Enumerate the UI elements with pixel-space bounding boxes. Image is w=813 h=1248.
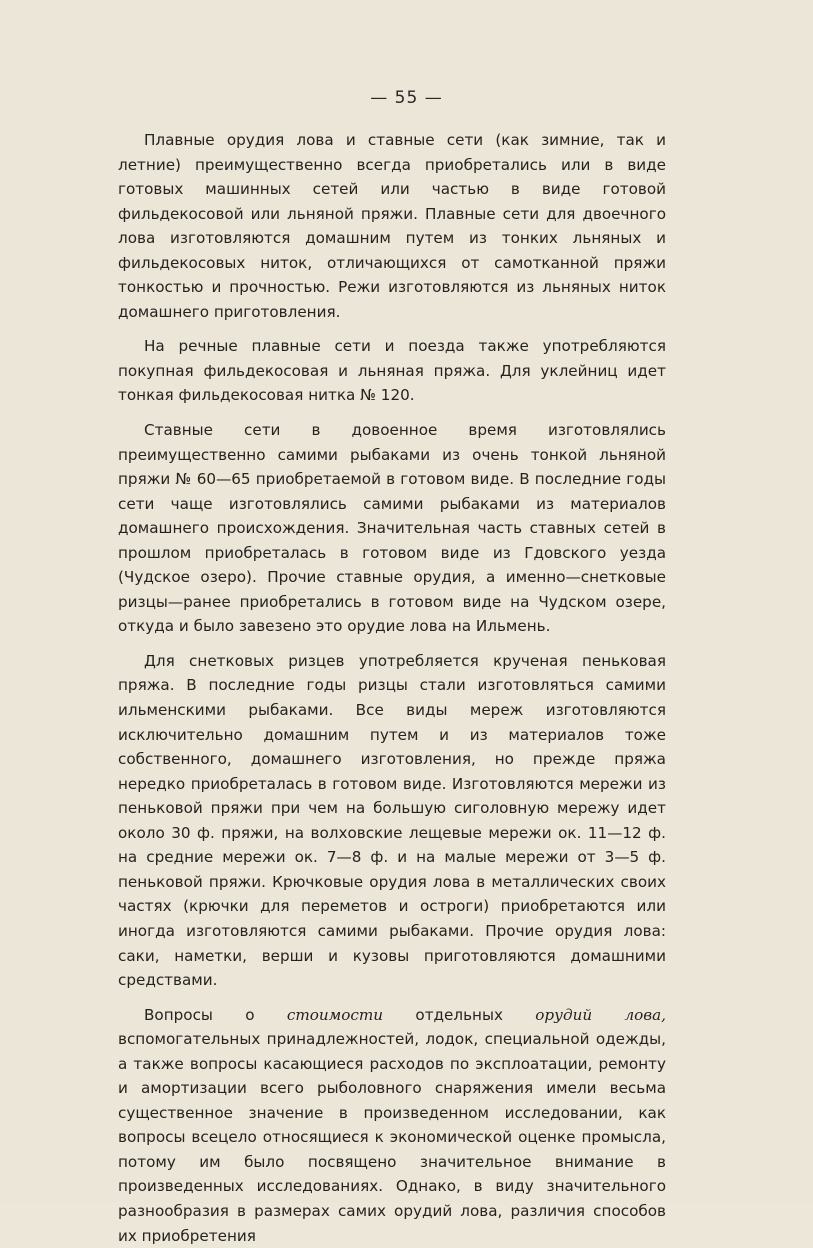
italic-term-gear: орудий лова, bbox=[535, 1005, 666, 1024]
body-text bbox=[118, 128, 666, 1248]
page-number: — 55 — bbox=[370, 88, 443, 108]
paragraph-1: Плавные орудия лова и ставные сети (как зимние, так и летние) преимущественно всегда приобретались или в виде готовых машинных сетей или частью в виде готовой фильдекосовой или льняной пряжи. Плавные сети для двоечного лова изготовляются домашним путем из тонких льняных и фильдекосовых ниток, отличающихся от самотканной пряжи тонкостью и прочностью. Режи изготовляются из льняных ниток домашнего приготовления. bbox=[118, 131, 666, 321]
paragraph-5 bbox=[118, 1003, 666, 1248]
paragraph-3: Ставные сети в довоенное время изготовлялись преимущественно самими рыбаками из очень тонкой льняной пряжи № 60—65 приобретаемой в готовом виде. В последние годы сети чаще изготовлялись самими рыбаками из материалов домашнего происхождения. Значительная часть ставных сетей в прошлом приобреталась в готовом виде из Гдовского уезда (Чудское озеро). Прочие ставные орудия, а именно—снетковые ризцы—ранее приобретались в готовом виде на Чудском озере, откуда и было завезено это орудие лова на Ильмень. bbox=[118, 421, 666, 636]
paragraph-2: На речные плавные сети и поезда также употребляются покупная фильдекосовая и льняная пряжа. Для уклейниц идет тонкая фильдекосовая нитка № 120. bbox=[118, 337, 666, 405]
italic-term-cost: стоимости bbox=[286, 1005, 384, 1024]
paragraph-5-part-2: отдельных bbox=[383, 1005, 536, 1024]
paragraph-5-part-1: Вопросы о bbox=[144, 1005, 287, 1024]
paragraph-5-part-3: вспомогательных принадлежностей, лодок, специальной одежды, а также вопросы касающиеся расходов по эксплоатации, ремонту и амортизации всего рыболовного снаряжения имели весьма существенное значение в произведенном исследовании, как вопросы всецело относящиеся к экономической оценке промысла, потому им было посвящено значительное внимание в произведенных исследованиях. Однако, в виду значительного разнообразия в размерах самих орудий лова, различия способов их приобретения bbox=[118, 1030, 666, 1245]
paragraph-4: Для снетковых ризцев употребляется крученая пеньковая пряжа. В последние годы ризцы стали изготовляться самими ильменскими рыбаками. Все виды мереж изготовляются исключительно домашним путем и из материалов тоже собственного, домашнего изготовления, но прежде пряжа нередко приобреталась в готовом виде. Изготовляются мережи из пеньковой пряжи при чем на большую сиголовную мережу идет около 30 ф. пряжи, на волховские лещевые мережи ок. 11—12 ф. на средние мережи ок. 7—8 ф. и на малые мережи от 3—5 ф. пеньковой пряжи. Крючковые орудия лова в металлических своих частях (крючки для переметов и остроги) приобретаются или иногда изготовляются самими рыбаками. Прочие орудия лова: саки, наметки, верши и кузовы приготовляются домашними средствами. bbox=[118, 651, 666, 990]
